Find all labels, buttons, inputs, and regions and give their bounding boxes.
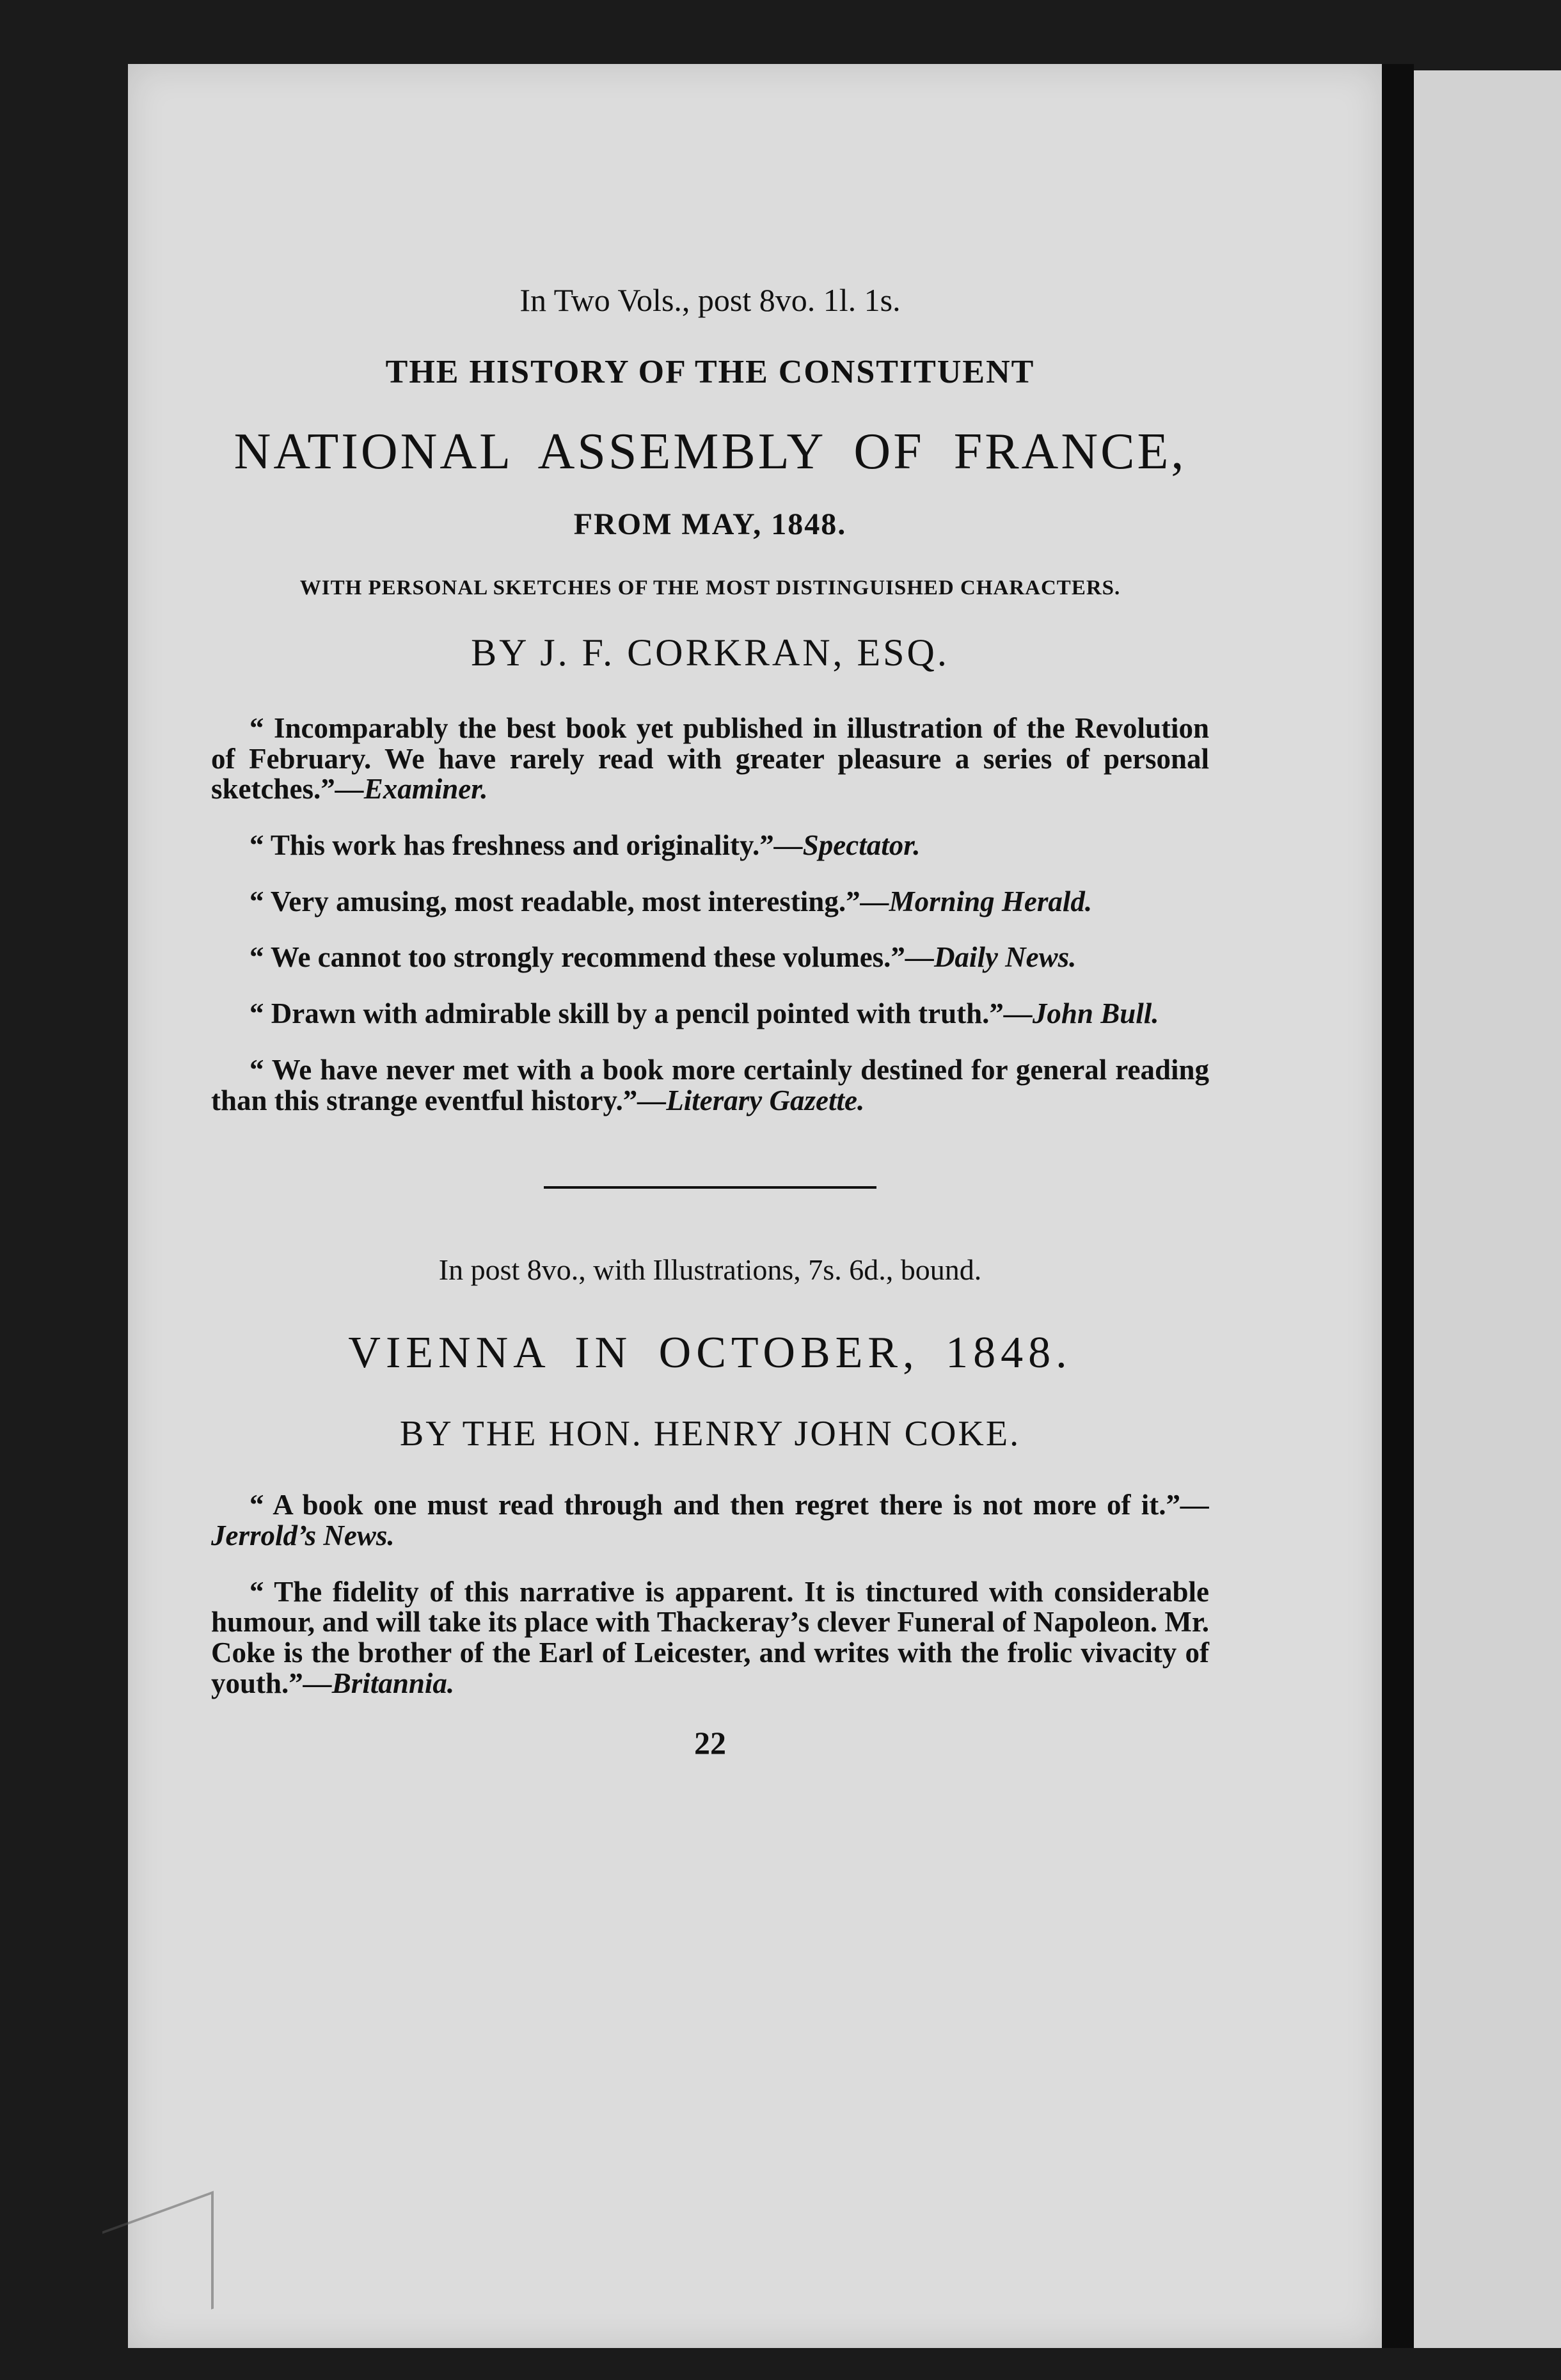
review-source: —Jerrold’s News. bbox=[211, 1489, 1209, 1551]
review-quote bbox=[211, 1490, 1209, 1551]
review-text: “ This work has freshness and originality.” bbox=[250, 829, 774, 862]
ad1-format: In Two Vols., post 8vo. 1l. 1s. bbox=[519, 282, 901, 318]
review-text: “ Drawn with admirable skill by a pencil pointed with truth.” bbox=[250, 997, 1004, 1030]
review-quote bbox=[211, 1055, 1209, 1116]
review-quote bbox=[211, 887, 1209, 917]
ad1-from-date: FROM MAY, 1848. bbox=[573, 507, 847, 541]
page-number: 22 bbox=[694, 1725, 726, 1761]
ad1-title-line2: NATIONAL ASSEMBLY OF FRANCE, bbox=[234, 424, 1187, 480]
review-quote bbox=[211, 942, 1209, 973]
review-source: —Britannia. bbox=[303, 1667, 455, 1699]
review-quote bbox=[211, 713, 1209, 805]
ad2-format: In post 8vo., with Illustrations, 7s. 6d., bound. bbox=[438, 1253, 982, 1287]
page-gutter bbox=[1382, 64, 1414, 2348]
ad2-title: VIENNA IN OCTOBER, 1848. bbox=[348, 1328, 1072, 1378]
review-text: “ Very amusing, most readable, most interesting.” bbox=[250, 885, 860, 917]
review-source: —Examiner. bbox=[335, 773, 488, 805]
review-source: —Daily News. bbox=[905, 941, 1077, 974]
review-quote bbox=[211, 1577, 1209, 1699]
review-quote bbox=[211, 999, 1209, 1029]
review-text: “ Incomparably the best book yet published in illustration of the Revolution of February. We have rarely read with greater pleasure a series of personal sketches.” bbox=[211, 712, 1209, 805]
review-text: “ A book one must read through and then regret there is not more of it.” bbox=[250, 1489, 1180, 1521]
review-text: “ The fidelity of this narrative is apparent. It is tinctured with considerable humour, and will take its place with Thackeray’s clever Funeral of Napoleon. Mr. Coke is the brother of the Earl of Leicester, and writes with the frolic vivacity of youth.” bbox=[211, 1575, 1209, 1699]
ad1-author: BY J. F. CORKRAN, ESQ. bbox=[471, 631, 949, 674]
ad2-author: BY THE HON. HENRY JOHN COKE. bbox=[399, 1414, 1021, 1454]
ad1-title-line1: THE HISTORY OF THE CONSTITUENT bbox=[385, 354, 1035, 390]
section-divider bbox=[544, 1186, 876, 1189]
adjacent-page-edge bbox=[1414, 70, 1561, 2348]
review-text: “ We have never met with a book more certainly destined for general reading than this strange eventful history.” bbox=[211, 1053, 1209, 1116]
review-quote bbox=[211, 830, 1209, 861]
ad1-subtitle: WITH PERSONAL SKETCHES OF THE MOST DISTINGUISHED CHARACTERS. bbox=[299, 576, 1121, 599]
review-text: “ We cannot too strongly recommend these volumes.” bbox=[250, 941, 905, 974]
review-source: —Morning Herald. bbox=[860, 885, 1093, 917]
review-source: —Literary Gazette. bbox=[637, 1084, 865, 1116]
review-source: —John Bull. bbox=[1003, 997, 1159, 1030]
page-content bbox=[211, 282, 1209, 1761]
review-source: —Spectator. bbox=[773, 829, 921, 862]
